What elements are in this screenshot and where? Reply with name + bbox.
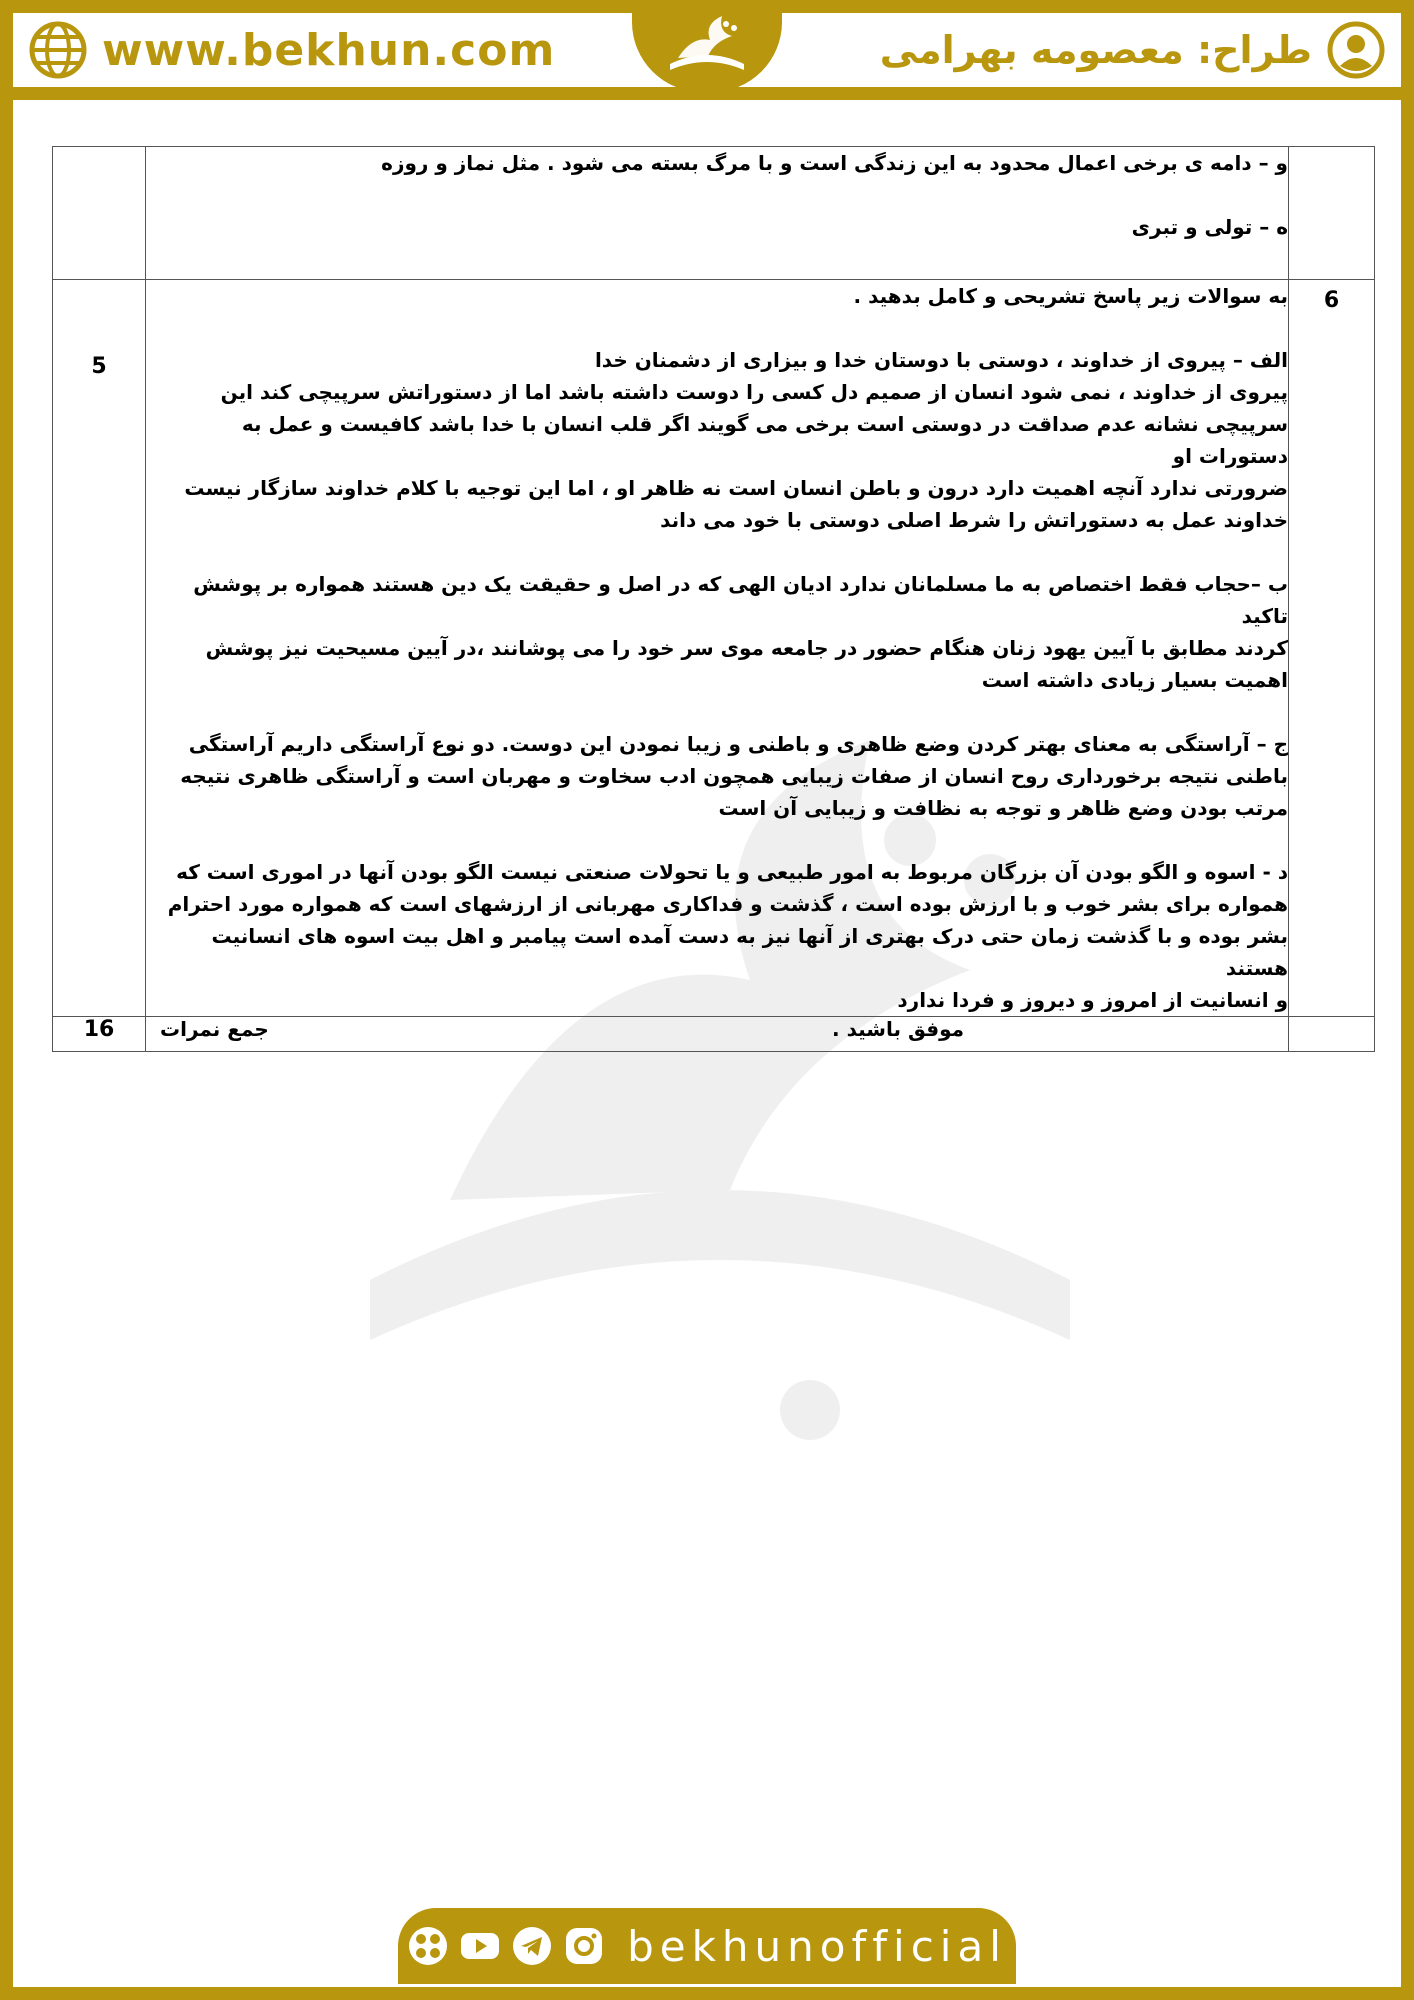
aparat-icon[interactable] <box>407 1925 449 1967</box>
website-url[interactable]: www.bekhun.com <box>102 24 556 76</box>
answer-line: ه – تولی و تبری <box>1131 215 1288 239</box>
answer-line: د - اسوه و الگو بودن آن بزرگان مربوط به امور طبیعی و یا تحولات صنعتی نیست الگو بودن آنها در اموری است که <box>176 860 1288 884</box>
question-number: 6 <box>1323 288 1340 313</box>
telegram-icon[interactable] <box>511 1925 553 1967</box>
total-score-value: 16 <box>53 1017 146 1052</box>
answer-line: الف – پیروی از خداوند ، دوستی با دوستان خدا و بیزاری از دشمنان خدا <box>594 348 1288 372</box>
table-row <box>53 280 1375 1017</box>
answer-line: بشر بوده و با گذشت زمان حتی درک بهتری از آنها نیز به دست آمده است پیامبر و اهل بیت اسوه های انسانیت هستند <box>211 924 1288 980</box>
answer-line: و انسانیت از امروز و دیروز و فردا ندارد <box>897 988 1288 1012</box>
question-instruction: به سوالات زیر پاسخ تشریحی و کامل بدهید . <box>853 284 1288 308</box>
social-bar <box>398 1908 1016 1984</box>
designer-name: طراح: معصومه بهرامی <box>879 28 1312 72</box>
brand-logo <box>632 0 782 92</box>
answer-line: همواره برای بشر خوب و با ارزش بوده است ، گذشت و فداکاری مهربانی از ارزشهای است که همواره مورد احترام <box>167 892 1288 916</box>
question-number-cell <box>1289 1017 1375 1052</box>
answer-line: خداوند عمل به دستوراتش را شرط اصلی دوستی با خود می داند <box>660 508 1288 532</box>
answer-line: پیروی از خداوند ، نمی شود انسان از صمیم دل کسی را دوست داشته باشد اما از دستوراتش سرپیچی کند این <box>220 380 1288 404</box>
answer-line: و – دامه ی برخی اعمال محدود به این زندگی است و با مرگ بسته می شود . مثل نماز و روزه <box>381 151 1288 175</box>
instagram-icon[interactable] <box>563 1925 605 1967</box>
question-number-cell <box>1289 280 1375 1017</box>
answer-line: کردند مطابق با آیین یهود زنان هنگام حضور در جامعه موی سر خود را می پوشانند ،در آیین مسیحیت نیز پوشش <box>205 636 1288 660</box>
score-cell <box>53 280 146 1017</box>
footer-cell <box>146 1017 1289 1052</box>
table-footer-row <box>53 1017 1375 1052</box>
answer-line: ب –حجاب فقط اختصاص به ما مسلمانان ندارد ادیان الهی که در اصل و حقیقت یک دین هستند همواره بر پوشش تاکید <box>193 572 1288 628</box>
question-score: 5 <box>91 354 107 379</box>
answer-line: مرتب بودن وضع ظاهر و توجه به نظافت و زیبایی آن است <box>718 796 1288 820</box>
answer-line: ضرورتی ندارد آنچه اهمیت دارد درون و باطن انسان است نه ظاهر او ، اما این توجیه با کلام خداوند سازگار نیست <box>184 476 1288 500</box>
score-cell <box>53 147 146 280</box>
youtube-icon[interactable] <box>459 1925 501 1967</box>
website-link[interactable] <box>28 20 555 80</box>
total-score-label: جمع نمرات <box>160 1017 269 1041</box>
designer-credit <box>880 20 1386 80</box>
book-logo-icon <box>652 6 762 86</box>
answer-cell <box>146 147 1289 280</box>
user-icon <box>1326 20 1386 80</box>
table-row <box>53 147 1375 280</box>
question-number-cell <box>1289 147 1375 280</box>
good-luck-text: موفق باشید . <box>832 1017 964 1041</box>
answer-line: سرپیچی نشانه عدم صداقت در دوستی است برخی می گویند اگر قلب انسان با خدا باشد کافیست و عمل به دستورات او <box>241 412 1288 468</box>
social-handle[interactable]: bekhunofficial <box>627 1921 1007 1971</box>
answer-line: ج – آراستگی به معنای بهتر کردن وضع ظاهری و باطنی و زیبا نمودن این دوست. دو نوع آراستگی داریم آراستگی <box>188 732 1288 756</box>
answer-line: اهمیت بسیار زیادی داشته است <box>981 668 1288 692</box>
answer-cell <box>146 280 1289 1017</box>
globe-icon <box>28 20 88 80</box>
answer-line: باطنی نتیجه برخورداری روح انسان از صفات زیبایی همچون ادب سخاوت و مهربان است و آراستگی ظاهری نتیجه <box>180 764 1288 788</box>
answers-table <box>52 146 1375 1052</box>
